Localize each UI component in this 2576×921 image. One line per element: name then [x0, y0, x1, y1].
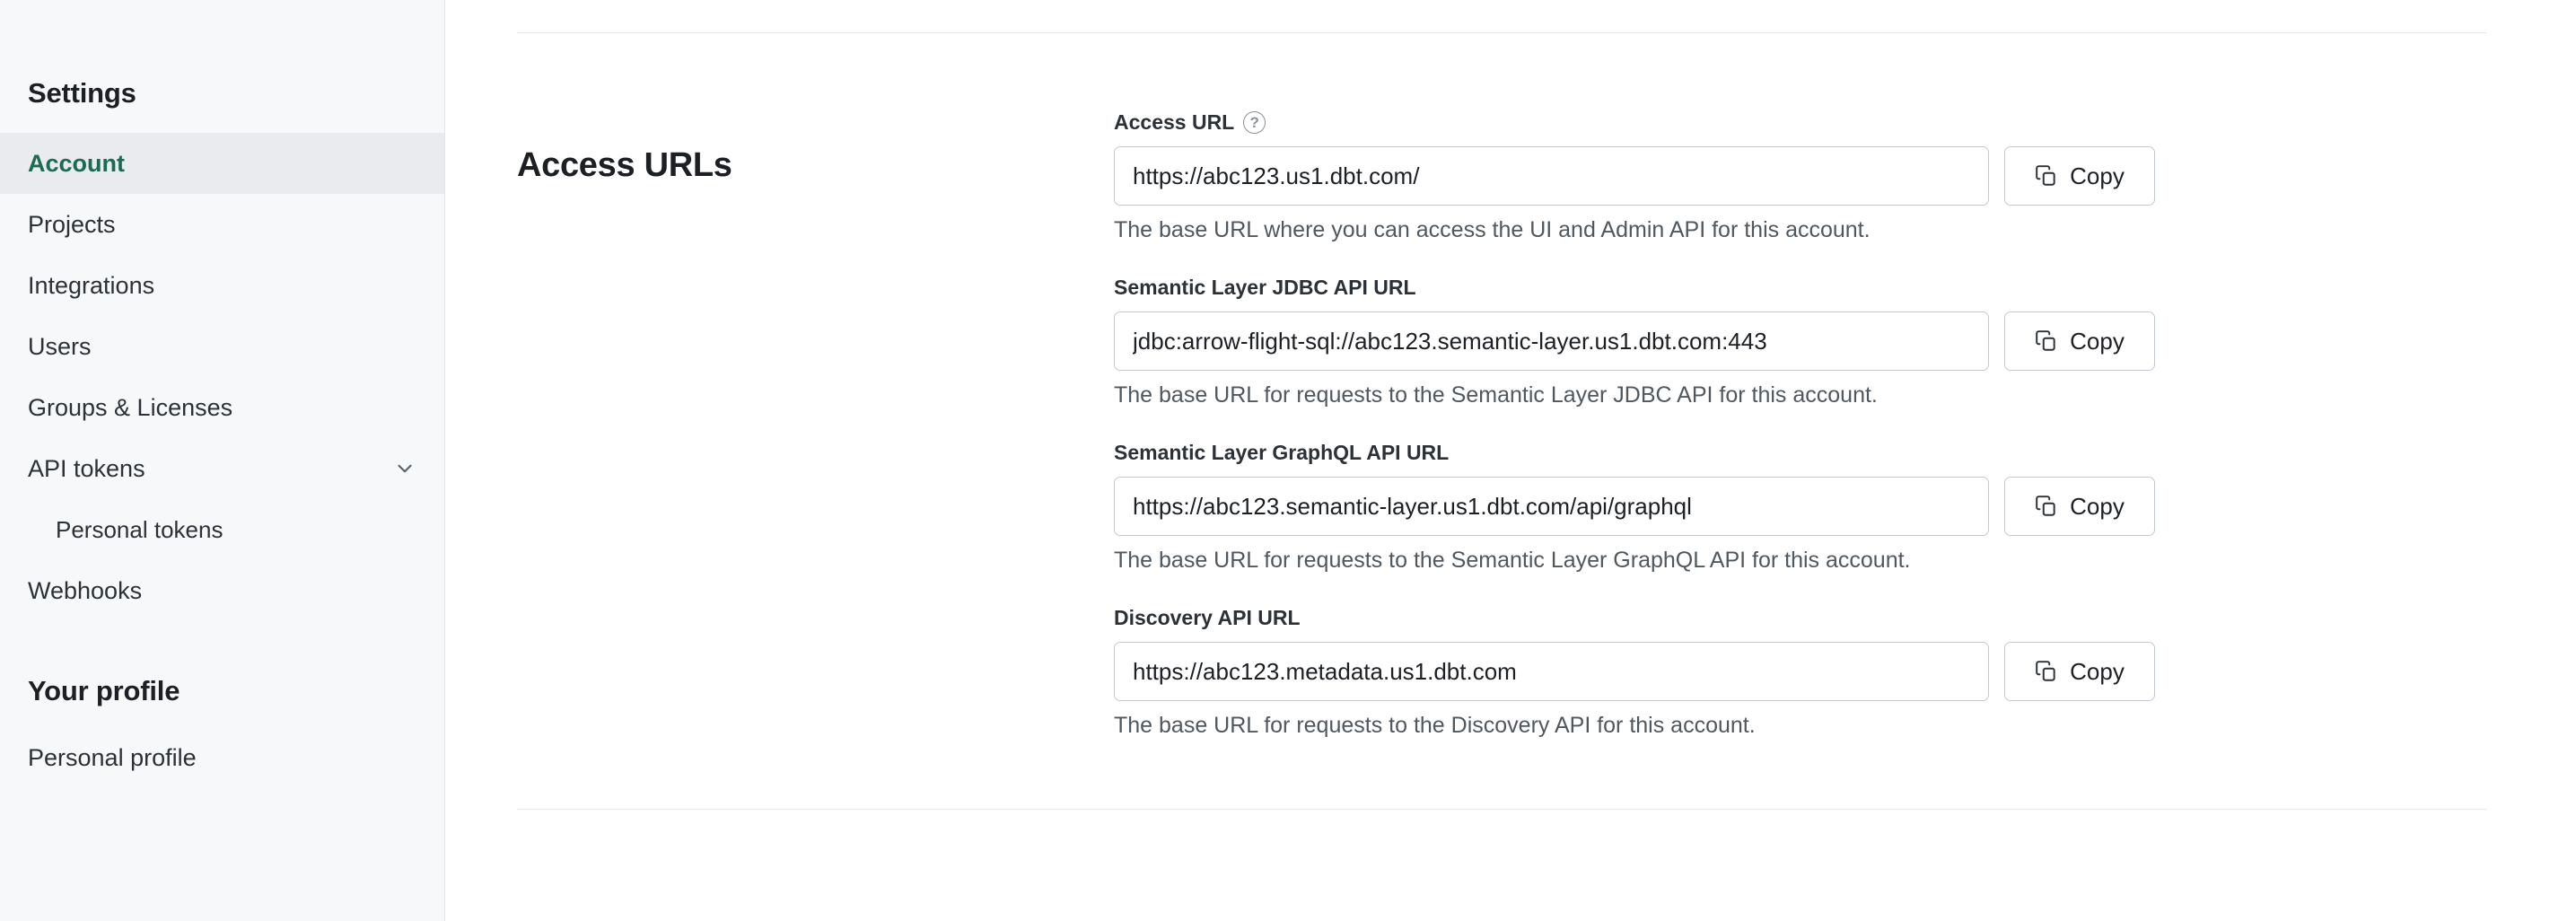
access-urls-section [517, 33, 2486, 739]
sidebar-item-label: Projects [28, 210, 116, 238]
input-row [1114, 146, 2155, 206]
sidebar-item-label: Personal profile [28, 743, 197, 771]
copy-icon [2035, 494, 2058, 519]
field-label [1114, 441, 2155, 465]
page-title: Access URLs [517, 146, 732, 184]
sidebar-item-account[interactable] [0, 133, 444, 194]
field-label [1114, 606, 2155, 630]
field-access-url [1114, 110, 2155, 243]
input-row [1114, 477, 2155, 536]
semantic-layer-jdbc-api-url-input[interactable] [1114, 311, 1989, 371]
sidebar-heading-your-profile: Your profile [28, 675, 180, 706]
sidebar-item-label: Groups & Licenses [28, 393, 233, 421]
copy-icon [2035, 659, 2058, 684]
semantic-layer-graphql-api-url-input[interactable] [1114, 477, 1989, 536]
copy-button[interactable] [2004, 477, 2155, 536]
field-semantic-layer-graphql-api-url [1114, 441, 2155, 574]
access-url-input[interactable] [1114, 146, 1989, 206]
field-help-text: The base URL for requests to the Semantic Layer JDBC API for this account. [1114, 382, 1878, 408]
main-content [445, 0, 2576, 921]
field-label-text: Access URL [1114, 110, 1235, 134]
sidebar-heading-settings: Settings [28, 77, 136, 109]
copy-button[interactable] [2004, 146, 2155, 206]
field-label [1114, 110, 2155, 135]
chevron-down-icon [393, 457, 416, 480]
sidebar-item-label: Users [28, 332, 92, 360]
access-urls-fields [1114, 110, 2155, 739]
sidebar-item-api-tokens[interactable] [0, 438, 444, 499]
sidebar-item-label: API tokens [28, 454, 145, 482]
sidebar-item-groups-and-licenses[interactable] [0, 377, 444, 438]
sidebar-item-label: Integrations [28, 271, 155, 299]
field-label-text: Semantic Layer JDBC API URL [1114, 276, 1416, 299]
field-label [1114, 276, 2155, 300]
sidebar-item-label: Account [28, 149, 125, 177]
discovery-api-url-input[interactable] [1114, 642, 1989, 701]
copy-button-label: Copy [2070, 657, 2125, 685]
sidebar-item-label: Webhooks [28, 576, 143, 604]
field-help-text: The base URL where you can access the UI and Admin API for this account. [1114, 217, 1871, 242]
copy-button[interactable] [2004, 311, 2155, 371]
input-row [1114, 642, 2155, 701]
copy-icon [2035, 163, 2058, 189]
field-discovery-api-url [1114, 606, 2155, 739]
copy-icon [2035, 329, 2058, 354]
settings-sidebar [0, 0, 445, 921]
help-icon[interactable]: ? [1243, 111, 1266, 134]
sidebar-item-personal-tokens[interactable] [0, 499, 444, 560]
sidebar-item-personal-profile[interactable] [0, 727, 444, 788]
copy-button-label: Copy [2070, 492, 2125, 520]
sidebar-item-label: Personal tokens [56, 515, 223, 543]
field-label-text: Discovery API URL [1114, 606, 1301, 629]
section-divider-bottom [517, 809, 2486, 810]
sidebar-item-webhooks[interactable] [0, 560, 444, 621]
copy-button-label: Copy [2070, 162, 2125, 189]
field-label-text: Semantic Layer GraphQL API URL [1114, 441, 1450, 464]
copy-button-label: Copy [2070, 327, 2125, 355]
field-semantic-layer-jdbc-api-url [1114, 276, 2155, 408]
field-help-text: The base URL for requests to the Semantic Layer GraphQL API for this account. [1114, 548, 1911, 573]
sidebar-item-integrations[interactable] [0, 255, 444, 316]
sidebar-item-projects[interactable] [0, 194, 444, 255]
field-help-text: The base URL for requests to the Discovery API for this account. [1114, 713, 1756, 738]
sidebar-item-users[interactable] [0, 316, 444, 377]
input-row [1114, 311, 2155, 371]
copy-button[interactable] [2004, 642, 2155, 701]
